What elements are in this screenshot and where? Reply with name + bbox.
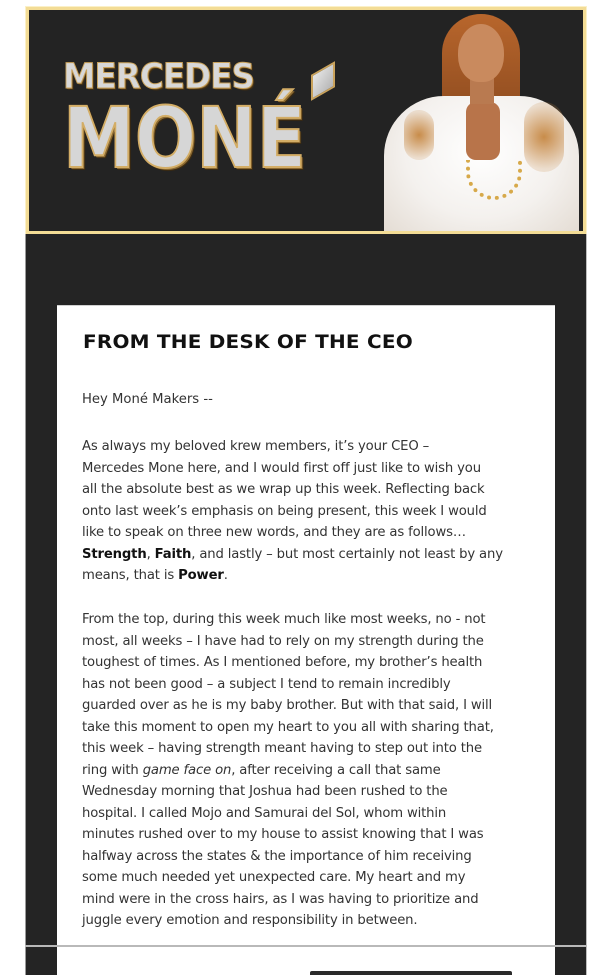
text-line: take this moment to open my heart to you all with sharing that, (82, 719, 494, 735)
photo-face (458, 24, 504, 82)
text-line: Wednesday morning that Joshua had been rushed to the (82, 784, 448, 799)
photo-gold-trim (524, 102, 564, 172)
section-divider (25, 945, 587, 947)
header-banner (26, 7, 586, 234)
text-fragment: . (223, 568, 228, 583)
text-line: guarded over as he is my baby brother. But with that said, I will (82, 698, 493, 713)
text-line: From the top, during this week much like most weeks, no - not (82, 612, 486, 627)
photo-gold-trim-left (404, 110, 434, 160)
text-line: onto last week’s emphasis on being present, this week I would (82, 503, 487, 519)
text-line-words (82, 544, 503, 566)
text-line: all the absolute best as we wrap up this week. Reflecting back (82, 482, 485, 497)
logo-main-text: MONÉ (63, 89, 307, 187)
cta-button-partial[interactable] (310, 971, 512, 975)
logo-accent-mark (311, 61, 335, 101)
greeting: Hey Moné Makers -- (82, 392, 213, 407)
text-line: hospital. I called Mojo and Samurai del Sol, whom within (82, 805, 447, 821)
text-line: most, all weeks – I have had to rely on my strength during the (82, 633, 484, 649)
newsletter-card (57, 305, 555, 975)
mercedes-mone-logo (63, 57, 353, 187)
text-line: toughest of times. As I mentioned before, my brother’s health (82, 655, 483, 670)
text-fragment: means, that is (82, 568, 179, 583)
text-line: mind were in the cross hairs, as I was having to prioritize and (82, 891, 479, 907)
text-fragment: , after receiving a call that same (231, 762, 441, 778)
header-photo (374, 10, 586, 234)
text-fragment: ring with (82, 762, 143, 778)
word-strength: Strength (82, 546, 147, 562)
logo-top-text: MERCEDES (63, 57, 255, 97)
page-title: FROM THE DESK OF THE CEO (83, 332, 413, 353)
text-line: halfway across the states & the importance of him receiving (82, 848, 472, 864)
word-power: Power (178, 568, 224, 583)
text-line: Mercedes Mone here, and I would first off just like to wish you (82, 460, 481, 476)
text-line: juggle every emotion and responsibility in between. (82, 913, 418, 928)
text-line: minutes rushed over to my house to assist knowing that I was (82, 827, 484, 842)
text-line-italic (82, 760, 494, 782)
text-fragment: , and lastly – but most certainly not least by any (191, 546, 503, 562)
separator: , (146, 546, 155, 562)
text-line: this week – having strength meant having to step out into the (82, 741, 482, 756)
text-line: has not been good – a subject I tend to remain incredibly (82, 676, 451, 692)
italic-phrase: game face on (142, 762, 232, 778)
text-line: As always my beloved krew members, it’s your CEO – (82, 439, 430, 454)
paragraph-1 (82, 436, 503, 587)
photo-torso (466, 102, 500, 160)
word-faith: Faith (154, 546, 192, 562)
text-line: some much needed yet unexpected care. My heart and my (82, 870, 466, 885)
text-line: like to speak on three new words, and they are as follows… (82, 525, 466, 540)
paragraph-2 (82, 609, 494, 932)
text-line-power (82, 565, 503, 587)
